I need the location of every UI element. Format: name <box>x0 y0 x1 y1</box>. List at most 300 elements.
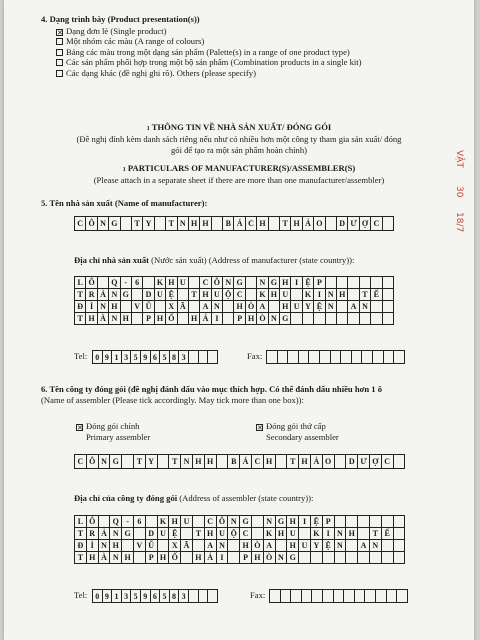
manufacturer-address-label: Địa chỉ nhà sản xuất (Nước sản xuất) (Address of manufacturer (state country)): <box>74 255 355 265</box>
address-char-cell: I <box>217 552 229 564</box>
address-char-cell <box>326 313 337 325</box>
margin-mark-2: 30 <box>454 186 464 198</box>
address-char-cell: T <box>189 289 200 301</box>
address-char-cell: I <box>323 528 335 540</box>
address-char-cell: C <box>200 277 211 289</box>
name-char-cell <box>217 455 229 469</box>
address-char-cell <box>122 540 134 552</box>
address-char-cell: Ả <box>205 552 217 564</box>
manufacturer-note-vi-2: gói để tạo ra một sản phẩm hoàn chỉnh) <box>170 145 308 155</box>
name-char-cell <box>276 455 288 469</box>
address-char-cell: 6 <box>132 277 143 289</box>
secondary-assembler-en: Secondary assembler <box>266 432 339 442</box>
address-char-cell: N <box>326 301 337 313</box>
address-char-cell: N <box>110 552 122 564</box>
address-char-cell: T <box>75 528 87 540</box>
address-char-cell: X <box>169 540 181 552</box>
address-char-cell: K <box>155 277 166 289</box>
address-char-cell: Ô <box>86 277 97 289</box>
address-char-cell <box>311 552 323 564</box>
address-char-cell: N <box>99 540 111 552</box>
margin-mark-1: VẬT <box>454 150 464 168</box>
address-char-cell: N <box>110 528 122 540</box>
manufacturer-title-en: 1 PARTICULARS OF MANUFACTURER(S)/ASSEMBLER(S) <box>122 163 356 173</box>
address-char-cell <box>358 552 370 564</box>
name-char-cell: T <box>134 455 146 469</box>
address-char-cell: Ả <box>99 528 111 540</box>
address-char-cell <box>246 277 257 289</box>
name-char-cell: D <box>337 217 348 231</box>
name-char-cell: C <box>371 217 382 231</box>
address-char-cell <box>358 528 370 540</box>
address-char-cell: H <box>122 552 134 564</box>
address-char-cell: H <box>252 552 264 564</box>
address-char-cell: A <box>264 540 276 552</box>
address-char-cell: H <box>155 313 166 325</box>
address-char-cell: R <box>86 289 97 301</box>
address-char-cell: H <box>287 516 299 528</box>
name-char-cell: H <box>189 217 200 231</box>
address-char-cell <box>360 277 371 289</box>
address-char-cell <box>252 528 264 540</box>
address-char-cell <box>337 277 348 289</box>
presentation-option-label: Dạng đơn lẻ (Single product) <box>66 26 167 36</box>
address-char-cell: 6 <box>134 516 146 528</box>
presentation-option-label: Một nhóm các màu (A range of colours) <box>66 36 205 47</box>
address-char-cell <box>181 552 193 564</box>
address-char-cell <box>370 552 382 564</box>
address-char-cell <box>291 289 302 301</box>
address-char-cell: Ũ <box>146 540 158 552</box>
fax-digit-cell <box>267 351 278 364</box>
fax-digit-cell <box>299 351 310 364</box>
address-char-cell: N <box>109 289 120 301</box>
address-char-cell: H <box>121 313 132 325</box>
name-char-cell: T <box>169 455 181 469</box>
address-char-cell: H <box>246 313 257 325</box>
address-char-cell: H <box>276 528 288 540</box>
address-char-cell: Ò <box>264 552 276 564</box>
address-char-cell <box>178 313 189 325</box>
address-char-cell: U <box>217 528 229 540</box>
address-char-cell: Ã <box>178 301 189 313</box>
address-char-cell <box>223 301 234 313</box>
title-number-vi: 1 <box>146 126 150 132</box>
address-char-cell <box>252 516 264 528</box>
manufacturer-fax-grid <box>266 350 405 364</box>
address-char-cell <box>394 528 406 540</box>
address-char-cell: D <box>146 528 158 540</box>
fax-digit-cell <box>387 590 398 603</box>
name-char-cell <box>122 455 134 469</box>
address-char-cell: H <box>280 301 291 313</box>
address-char-cell <box>98 277 109 289</box>
tel-digit-cell: 5 <box>160 351 170 364</box>
presentation-checkbox-2[interactable] <box>56 49 63 56</box>
address-char-cell: H <box>86 313 97 325</box>
fax-digit-cell <box>302 590 313 603</box>
address-char-cell: H <box>269 289 280 301</box>
assembler-fax-grid <box>269 589 408 603</box>
address-char-cell: À <box>98 313 109 325</box>
address-char-cell: À <box>99 552 111 564</box>
name-char-cell: Ô <box>87 455 99 469</box>
address-char-cell: U <box>287 528 299 540</box>
tel-digit-cell: 8 <box>170 351 180 364</box>
name-char-cell <box>155 217 166 231</box>
tel-digit-cell: 3 <box>179 351 189 364</box>
address-char-cell: - <box>122 516 134 528</box>
address-char-cell: G <box>269 277 280 289</box>
name-char-cell: Ợ <box>360 217 371 231</box>
address-char-cell: Ã <box>181 540 193 552</box>
address-char-cell: X <box>166 301 177 313</box>
address-char-cell: T <box>75 289 86 301</box>
manufacturer-fax-label: Fax: <box>247 351 263 361</box>
address-char-cell: P <box>146 552 158 564</box>
presentation-checkbox-4[interactable] <box>56 70 63 77</box>
address-char-cell: K <box>257 289 268 301</box>
address-char-cell: A <box>257 301 268 313</box>
address-char-cell: V <box>134 540 146 552</box>
address-char-cell: H <box>234 301 245 313</box>
fax-digit-cell <box>312 590 323 603</box>
tel-digit-cell: 3 <box>122 351 132 364</box>
name-char-cell: G <box>110 455 122 469</box>
name-char-cell <box>269 217 280 231</box>
address-char-cell: U <box>155 289 166 301</box>
name-char-cell: Y <box>143 217 154 231</box>
address-char-cell: H <box>346 528 358 540</box>
address-char-cell: G <box>280 313 291 325</box>
address-char-cell <box>358 516 370 528</box>
fax-digit-cell <box>355 590 366 603</box>
name-char-cell: H <box>193 455 205 469</box>
presentation-option-2[interactable] <box>56 47 362 57</box>
address-char-cell <box>276 540 288 552</box>
address-char-cell <box>291 313 302 325</box>
name-char-cell: Y <box>146 455 158 469</box>
fax-digit-cell <box>344 590 355 603</box>
address-char-cell <box>371 301 382 313</box>
address-char-cell: U <box>181 516 193 528</box>
address-char-cell: N <box>269 313 280 325</box>
address-char-cell <box>323 552 335 564</box>
fax-digit-cell <box>291 590 302 603</box>
address-char-cell: N <box>223 277 234 289</box>
assembler-name-grid <box>74 454 405 469</box>
address-char-cell: Ệ <box>314 301 325 313</box>
section6-heading-en: (Name of assembler (Please tick accordingly. May tick more than one box)): <box>41 395 304 405</box>
address-char-cell: U <box>178 277 189 289</box>
tel-digit-cell: 8 <box>170 590 180 603</box>
address-char-cell: Ũ <box>143 301 154 313</box>
primary-assembler-option[interactable]: ✕ Đóng gói chính <box>77 421 140 432</box>
name-char-cell <box>326 217 337 231</box>
address-char-cell: C <box>234 289 245 301</box>
address-char-cell <box>228 540 240 552</box>
address-char-cell: T <box>193 528 205 540</box>
address-char-cell <box>228 552 240 564</box>
address-char-cell <box>348 313 359 325</box>
address-char-cell: Ả <box>200 313 211 325</box>
name-char-cell: H <box>257 217 268 231</box>
address-char-cell: H <box>205 528 217 540</box>
assembler-address-grid <box>74 515 405 564</box>
address-char-cell: Ò <box>246 301 257 313</box>
address-char-cell: Ế <box>371 289 382 301</box>
name-char-cell: C <box>75 217 86 231</box>
address-char-cell: K <box>264 528 276 540</box>
address-char-cell: G <box>122 528 134 540</box>
address-char-cell <box>269 301 280 313</box>
address-char-cell: C <box>240 528 252 540</box>
address-char-cell: Ệ <box>311 516 323 528</box>
address-char-cell: G <box>240 516 252 528</box>
address-char-cell: U <box>212 289 223 301</box>
name-char-cell: B <box>223 217 234 231</box>
address-char-cell <box>132 289 143 301</box>
address-char-cell: N <box>370 540 382 552</box>
fax-digit-cell <box>394 351 405 364</box>
address-char-cell: K <box>311 528 323 540</box>
address-char-cell: Ả <box>98 289 109 301</box>
address-char-cell: K <box>303 289 314 301</box>
address-char-cell <box>121 301 132 313</box>
address-char-cell <box>394 516 406 528</box>
tel-digit-cell: 3 <box>122 590 132 603</box>
address-char-cell: - <box>121 277 132 289</box>
name-char-cell: D <box>346 455 358 469</box>
address-char-cell: H <box>193 552 205 564</box>
fax-digit-cell <box>352 351 363 364</box>
fax-digit-cell <box>323 590 334 603</box>
address-char-cell: C <box>205 516 217 528</box>
fax-digit-cell <box>288 351 299 364</box>
address-char-cell: I <box>299 516 311 528</box>
address-char-cell: Ế <box>382 528 394 540</box>
presentation-option-3[interactable] <box>56 57 362 67</box>
address-char-cell: Ệ <box>166 289 177 301</box>
address-char-cell: U <box>299 540 311 552</box>
tel-digit-cell <box>208 351 218 364</box>
name-char-cell: C <box>382 455 394 469</box>
manufacturer-title-vi: 1 THÔNG TIN VỀ NHÀ SẢN XUẤT/ ĐÓNG GÓI <box>146 122 332 132</box>
fax-digit-cell <box>281 590 292 603</box>
address-char-cell <box>299 552 311 564</box>
margin-mark-3: 18/7 <box>454 212 464 233</box>
address-char-cell: N <box>109 313 120 325</box>
presentation-checkbox-0[interactable]: ✕ <box>57 29 63 37</box>
address-char-cell: Ộ <box>228 528 240 540</box>
address-char-cell <box>223 313 234 325</box>
address-char-cell: T <box>370 528 382 540</box>
primary-checkbox[interactable]: ✕ <box>77 424 83 432</box>
address-char-cell <box>143 277 154 289</box>
address-char-cell: A <box>358 540 370 552</box>
presentation-option-label: Bảng các màu trong một dạng sản phẩm (Palette(s) in a range of one product type) <box>66 46 350 57</box>
name-char-cell: N <box>178 217 189 231</box>
tel-digit-cell: 6 <box>151 590 161 603</box>
tel-digit-cell <box>199 351 209 364</box>
address-char-cell <box>337 313 348 325</box>
address-char-cell: L <box>75 277 86 289</box>
address-char-cell <box>193 540 205 552</box>
address-char-cell <box>382 540 394 552</box>
assembler-tel-label: Tel: <box>74 590 88 600</box>
tel-digit-cell: 5 <box>131 351 141 364</box>
address-char-cell: N <box>276 552 288 564</box>
secondary-assembler-option[interactable]: ✕ Đóng gói thứ cấp <box>257 421 326 432</box>
presentation-option-0[interactable] <box>56 26 362 36</box>
address-char-cell: N <box>212 301 223 313</box>
manufacturer-name-grid <box>74 216 394 231</box>
name-char-cell: H <box>299 455 311 469</box>
fax-digit-cell <box>270 590 281 603</box>
address-char-cell: D <box>143 289 154 301</box>
address-char-cell: Ò <box>252 540 264 552</box>
tel-digit-cell: 9 <box>141 590 151 603</box>
address-char-cell: A <box>200 301 211 313</box>
address-char-cell: T <box>360 289 371 301</box>
name-char-cell: Ư <box>348 217 359 231</box>
tel-digit-cell: 0 <box>93 351 103 364</box>
secondary-checkbox[interactable]: ✕ <box>257 424 263 432</box>
name-char-cell <box>212 217 223 231</box>
address-char-cell: P <box>234 313 245 325</box>
address-char-cell <box>303 313 314 325</box>
address-char-cell: N <box>335 540 347 552</box>
address-char-cell <box>178 289 189 301</box>
address-char-cell: Y <box>311 540 323 552</box>
address-char-cell: Ệ <box>303 277 314 289</box>
address-char-cell: Ô <box>87 516 99 528</box>
name-char-cell: T <box>166 217 177 231</box>
section6-heading: 6. Tên công ty đóng gói (đề nghị đánh dấu vào mục thích hợp. Có thể đánh dấu nhiều hơn 1 ô <box>41 384 383 394</box>
address-char-cell <box>335 516 347 528</box>
address-char-cell <box>132 313 143 325</box>
name-char-cell: H <box>291 217 302 231</box>
tel-digit-cell: 1 <box>112 351 122 364</box>
name-char-cell: G <box>109 217 120 231</box>
name-char-cell: N <box>99 455 111 469</box>
address-char-cell <box>370 516 382 528</box>
fax-digit-cell <box>373 351 384 364</box>
address-char-cell: H <box>110 540 122 552</box>
name-char-cell: H <box>200 217 211 231</box>
tel-digit-cell: 0 <box>93 590 103 603</box>
address-char-cell: N <box>264 516 276 528</box>
fax-digit-cell <box>278 351 289 364</box>
presentation-option-4[interactable] <box>56 68 362 78</box>
tel-digit-cell: 1 <box>112 590 122 603</box>
address-char-cell <box>189 277 200 289</box>
address-char-cell: H <box>280 277 291 289</box>
address-char-cell: G <box>234 277 245 289</box>
address-char-cell <box>394 540 406 552</box>
tel-digit-cell: 9 <box>141 351 151 364</box>
address-char-cell <box>326 277 337 289</box>
tel-digit-cell: 5 <box>160 590 170 603</box>
address-char-cell <box>99 516 111 528</box>
address-char-cell: N <box>326 289 337 301</box>
address-char-cell: H <box>287 540 299 552</box>
presentation-option-1[interactable] <box>56 36 362 46</box>
address-char-cell: Ệ <box>169 528 181 540</box>
manufacturer-tel-label: Tel: <box>74 351 88 361</box>
name-char-cell: Ư <box>358 455 370 469</box>
address-char-cell: R <box>87 528 99 540</box>
address-char-cell: L <box>75 516 87 528</box>
address-char-cell: G <box>121 289 132 301</box>
name-char-cell: N <box>181 455 193 469</box>
address-char-cell <box>394 552 406 564</box>
address-char-cell: V <box>132 301 143 313</box>
name-char-cell: H <box>264 455 276 469</box>
fax-digit-cell <box>334 590 345 603</box>
address-char-cell <box>383 289 394 301</box>
address-char-cell: Ệ <box>323 540 335 552</box>
address-char-cell: U <box>291 301 302 313</box>
address-char-cell: Ố <box>169 552 181 564</box>
presentation-checkbox-1[interactable] <box>56 38 63 45</box>
section4-heading: 4. Dạng trình bày (Product presentation(s)) <box>41 14 200 24</box>
address-char-cell <box>348 277 359 289</box>
address-char-cell: Ì <box>86 301 97 313</box>
fax-digit-cell <box>384 351 395 364</box>
tel-digit-cell: 3 <box>179 590 189 603</box>
name-char-cell: Ợ <box>370 455 382 469</box>
name-char-cell: Ả <box>303 217 314 231</box>
name-char-cell: C <box>252 455 264 469</box>
address-char-cell <box>346 540 358 552</box>
address-char-cell: N <box>228 516 240 528</box>
fax-digit-cell <box>376 590 387 603</box>
primary-assembler-en: Primary assembler <box>86 432 151 442</box>
name-char-cell: Á <box>240 455 252 469</box>
presentation-checkbox-3[interactable] <box>56 59 63 66</box>
address-char-cell: H <box>189 313 200 325</box>
address-char-cell: H <box>240 540 252 552</box>
address-char-cell: T <box>75 313 86 325</box>
address-char-cell <box>134 528 146 540</box>
address-char-cell: Ô <box>217 516 229 528</box>
address-char-cell: I <box>314 289 325 301</box>
address-char-cell: P <box>143 313 154 325</box>
name-char-cell: C <box>75 455 87 469</box>
name-char-cell: H <box>205 455 217 469</box>
address-char-cell <box>146 516 158 528</box>
fax-digit-cell <box>341 351 352 364</box>
presentation-option-label: Các sản phẩm phối hợp trong một bộ sản phẩm (Combination products in a single kit) <box>66 57 362 68</box>
address-char-cell <box>181 528 193 540</box>
address-char-cell: Ì <box>87 540 99 552</box>
address-char-cell <box>383 301 394 313</box>
fax-digit-cell <box>320 351 331 364</box>
tel-digit-cell <box>189 351 199 364</box>
address-char-cell <box>382 552 394 564</box>
address-char-cell: A <box>348 301 359 313</box>
address-char-cell <box>158 540 170 552</box>
address-char-cell: A <box>205 540 217 552</box>
address-char-cell <box>246 289 257 301</box>
name-char-cell: N <box>98 217 109 231</box>
address-char-cell: H <box>87 552 99 564</box>
name-char-cell: T <box>287 455 299 469</box>
fax-digit-cell <box>365 590 376 603</box>
document-page <box>4 0 474 640</box>
address-char-cell <box>371 277 382 289</box>
